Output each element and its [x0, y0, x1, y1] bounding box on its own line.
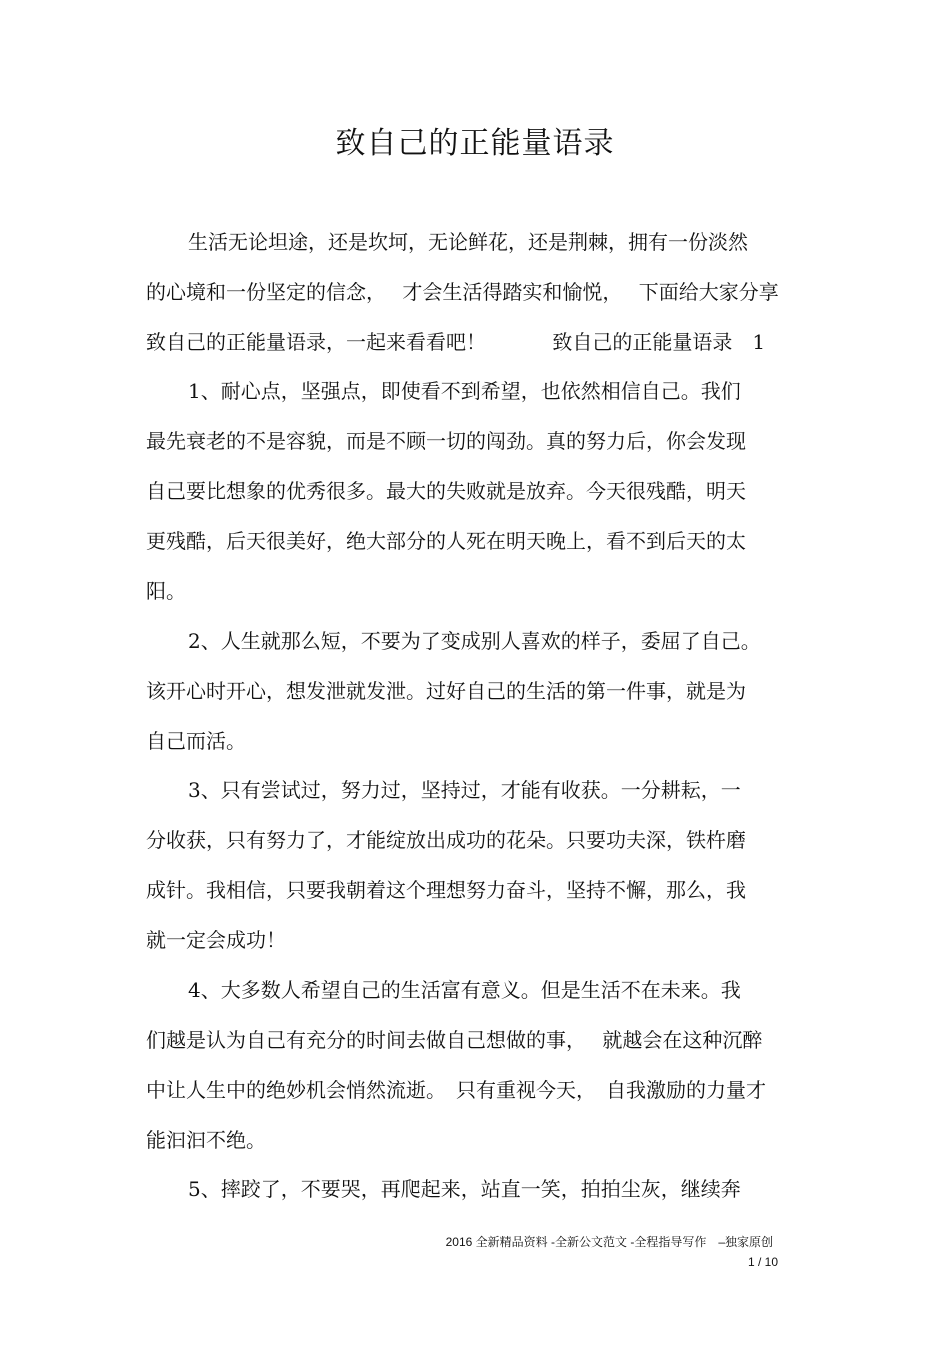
page-title: 致自己的正能量语录 — [335, 126, 615, 161]
text-line: 就一定会成功！ — [146, 928, 286, 952]
text-line: 最先衰老的不是容貌，而是不顾一切的闯劲。真的努力后，你会发现 — [146, 429, 746, 453]
text-line: 3、只有尝试过，努力过，坚持过，才能有收获。一分耕耘，一 — [188, 778, 741, 802]
text-line: 成针。我相信，只要我朝着这个理想努力奋斗，坚持不懈，那么，我 — [146, 878, 746, 902]
text-line: 阳。 — [146, 579, 186, 603]
text-line: 自己要比想象的优秀很多。最大的失败就是放弃。今天很残酷，明天 — [146, 479, 746, 503]
text-line: 更残酷，后天很美好，绝大部分的人死在明天晚上，看不到后天的太 — [146, 529, 746, 553]
text-line: 致自己的正能量语录，一起来看看吧！ 致自己的正能量语录 1 — [146, 330, 766, 354]
text-line: 分收获，只有努力了，才能绽放出成功的花朵。只要功夫深，铁杵磨 — [146, 828, 746, 852]
text-line: 自己而活。 — [146, 729, 246, 753]
text-line: 们越是认为自己有充分的时间去做自己想做的事， 就越会在这种沉醉 — [146, 1028, 763, 1052]
text-line: 4、大多数人希望自己的生活富有意义。但是生活不在未来。我 — [188, 978, 741, 1002]
text-line: 中让人生中的绝妙机会悄然流逝。 只有重视今天， 自我激励的力量才 — [146, 1078, 766, 1102]
text-line: 5、摔跤了，不要哭，再爬起来，站直一笑，拍拍尘灰，继续奔 — [188, 1177, 741, 1201]
text-line: 能汩汩不绝。 — [146, 1128, 266, 1152]
text-line: 的心境和一份坚定的信念， 才会生活得踏实和愉悦， 下面给大家分享 — [146, 280, 779, 304]
text-line: 2、人生就那么短，不要为了变成别人喜欢的样子，委屈了自己。 — [188, 629, 761, 653]
text-line: 该开心时开心，想发泄就发泄。过好自己的生活的第一件事，就是为 — [146, 679, 746, 703]
footer-note: 2016 全新精品资料 -全新公文范文 -全程指导写作 –独家原创 — [445, 1235, 773, 1249]
text-line: 生活无论坦途，还是坎坷，无论鲜花，还是荆棘，拥有一份淡然 — [188, 230, 748, 254]
text-line: 1、耐心点，坚强点，即使看不到希望，也依然相信自己。我们 — [188, 379, 741, 403]
page-number: 1 / 10 — [747, 1255, 778, 1269]
